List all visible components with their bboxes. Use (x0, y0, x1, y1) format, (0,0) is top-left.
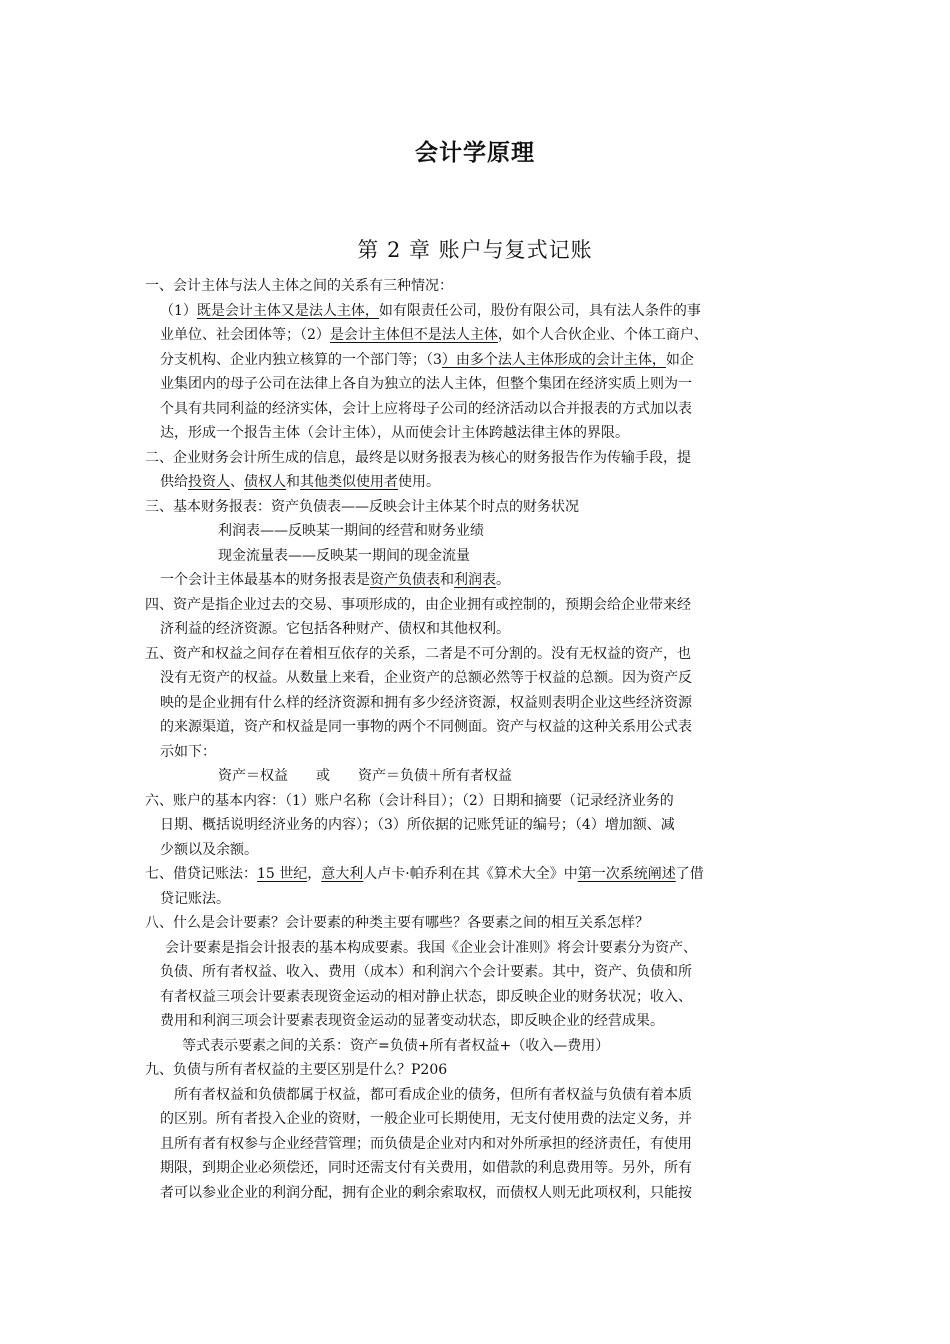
section-9-line: 期限，到期企业必须偿还，同时还需支付有关费用，如借款的利息费用等。另外，所有 (160, 1160, 692, 1176)
underlined-term: 债权人 (244, 474, 286, 490)
section-3-line: 利润表——反映某一期间的经营和财务业绩 (218, 523, 484, 539)
section-6-line: 六、账户的基本内容：（1）账户名称（会计科目）；（2）日期和摘要（记录经济业务的 (145, 792, 674, 809)
section-1-line (145, 299, 815, 324)
section-3-line (145, 568, 815, 593)
text-run: 分支机构、企业内独立核算的一个部门等；（3 (160, 351, 442, 368)
section-8-heading: 八、什么是会计要素？会计要素的种类主要有哪些？各要素之间的相互关系怎样？ (145, 915, 649, 931)
document-title: 会计学原理 (415, 140, 535, 166)
text-run: 业单位、社会团体等；（2） (160, 327, 330, 343)
document-body (145, 274, 815, 1205)
section-9-line: 所有者权益和负债都属于权益，都可看成企业的债务，但所有者权益与负债有着本质 (160, 1086, 692, 1103)
section-2-line (145, 470, 815, 495)
section-5-line: 示如下： (160, 743, 216, 760)
section-5-line: 五、资产和权益之间存在着相互依存的关系，二者是不可分割的。没有无权益的资产，也 (145, 645, 691, 662)
underlined-term: 资产负债表 (370, 572, 440, 588)
underlined-term: 第一次系统阐述 (577, 866, 676, 882)
section-6-line: 日期、概括说明经济业务的内容）；（3）所依据的记账凭证的编号；（4）增加额、减 (160, 817, 675, 833)
section-2-line: 二、企业财务会计所生成的信息，最终是以财务报表为核心的财务报告作为传输手段，提 (145, 449, 691, 466)
section-8-line: 有者权益三项会计要素表现资金运动的相对静止状态，即反映企业的财务状况；收入、 (160, 988, 692, 1005)
section-5-line: 映的是企业拥有什么样的经济资源和拥有多少经济资源，权益则表明企业这些经济资源 (160, 694, 692, 711)
section-9-line: 的区别。所有者投入企业的资财，一般企业可长期使用，无支付使用费的法定义务，并 (160, 1111, 692, 1127)
underlined-term: ）由多个法人主体形成的会计主体， (441, 351, 666, 368)
section-9-line: 者可以参业企业的利润分配，拥有企业的剩余索取权，而债权人则无此项权利，只能按 (160, 1184, 692, 1201)
underlined-term: 意大利 (321, 866, 364, 882)
underlined-term: 既是会计主体又是法人主体， (196, 302, 379, 319)
section-9-line: 且所有者有权参与企业经营管理；而负债是企业对内和对外所承担的经济责任，有使用 (160, 1135, 692, 1152)
section-1-heading: 一、会计主体与法人主体之间的关系有三种情况： (145, 278, 453, 294)
text-run: 。 (496, 572, 510, 588)
section-4-line: 济利益的经济资源。它包括各种财产、债权和其他权利。 (160, 621, 510, 637)
text-run: 一个会计主体最基本的财务报表是 (160, 572, 370, 588)
underlined-term: 其他类似使用者 (300, 474, 398, 490)
section-7-line (145, 862, 815, 887)
underlined-term: 利润表 (454, 572, 496, 588)
section-1-line (145, 348, 815, 373)
text-run: 如有限责任公司，股份有限公司，具有法人条件的事 (378, 302, 701, 319)
text-run: 人卢卡·帕乔利在其《算术大全》中 (363, 866, 578, 882)
section-9-heading: 九、负债与所有者权益的主要区别是什么？P206 (145, 1062, 448, 1078)
section-6-line: 少额以及余额。 (160, 841, 258, 858)
section-8-line: 会计要素是指会计报表的基本构成要素。我国《企业会计准则》将会计要素分为资产、 (165, 939, 697, 956)
underlined-term: 投资人 (188, 474, 230, 490)
section-8-line: 费用和利润三项会计要素表现资金运动的显著变动状态，即反映企业的经营成果。 (160, 1013, 664, 1029)
section-8-line: 等式表示要素之间的关系：资产=负债+所有者权益+（收入—费用） (182, 1037, 610, 1054)
text-run: 使用。 (398, 474, 440, 490)
text-run: 和 (440, 572, 454, 588)
section-5-line: 没有无资产的权益。从数量上来看，企业资产的总额必然等于权益的总额。因为资产反 (160, 670, 692, 686)
text-run: 和 (286, 474, 300, 490)
section-3-line: 三、基本财务报表：资产负债表——反映会计主体某个时点的财务状况 (145, 498, 579, 515)
section-1-line: 业集团内的母子公司在法律上各自为独立的法人主体，但整个集团在经济实质上则为一 (160, 376, 692, 392)
underlined-term: 是会计主体但不是法人主体 (329, 327, 498, 343)
text-run: （1） (160, 302, 197, 319)
section-1-line: 个具有共同利益的经济实体，会计上应将母子公司的经济活动以合并报表的方式加以表 (160, 400, 692, 417)
text-run: 供给 (160, 474, 188, 490)
chapter-heading: 第 2 章 账户与复式记账 (357, 238, 593, 262)
section-5-formula: 资产＝权益 或 资产＝负债＋所有者权益 (218, 768, 512, 784)
text-run: ， (307, 866, 322, 882)
section-7-line: 贷记账法。 (160, 890, 230, 907)
section-1-line (145, 323, 815, 348)
section-5-line: 的来源渠道，资产和权益是同一事物的两个不同侧面。资产与权益的这种关系用公式表 (160, 719, 692, 735)
text-run: 、 (230, 474, 244, 490)
section-3-line: 现金流量表——反映某一期间的现金流量 (218, 547, 470, 564)
section-1-line: 达，形成一个报告主体（会计主体），从而使会计主体跨越法律主体的界限。 (160, 425, 629, 441)
text-run: 如企 (665, 351, 694, 368)
underlined-term: 15 世纪 (257, 866, 308, 882)
section-8-line: 负债、所有者权益、收入、费用（成本）和利润六个会计要素。其中，资产、负债和所 (160, 964, 692, 980)
section-4-line: 四、资产是指企业过去的交易、事项形成的，由企业拥有或控制的，预期会给企业带来经 (145, 596, 691, 613)
text-run: 了借 (675, 866, 704, 882)
text-run: ，如个人合伙企业、个体工商户、 (497, 327, 708, 343)
text-run: 七、借贷记账法： (145, 866, 257, 882)
